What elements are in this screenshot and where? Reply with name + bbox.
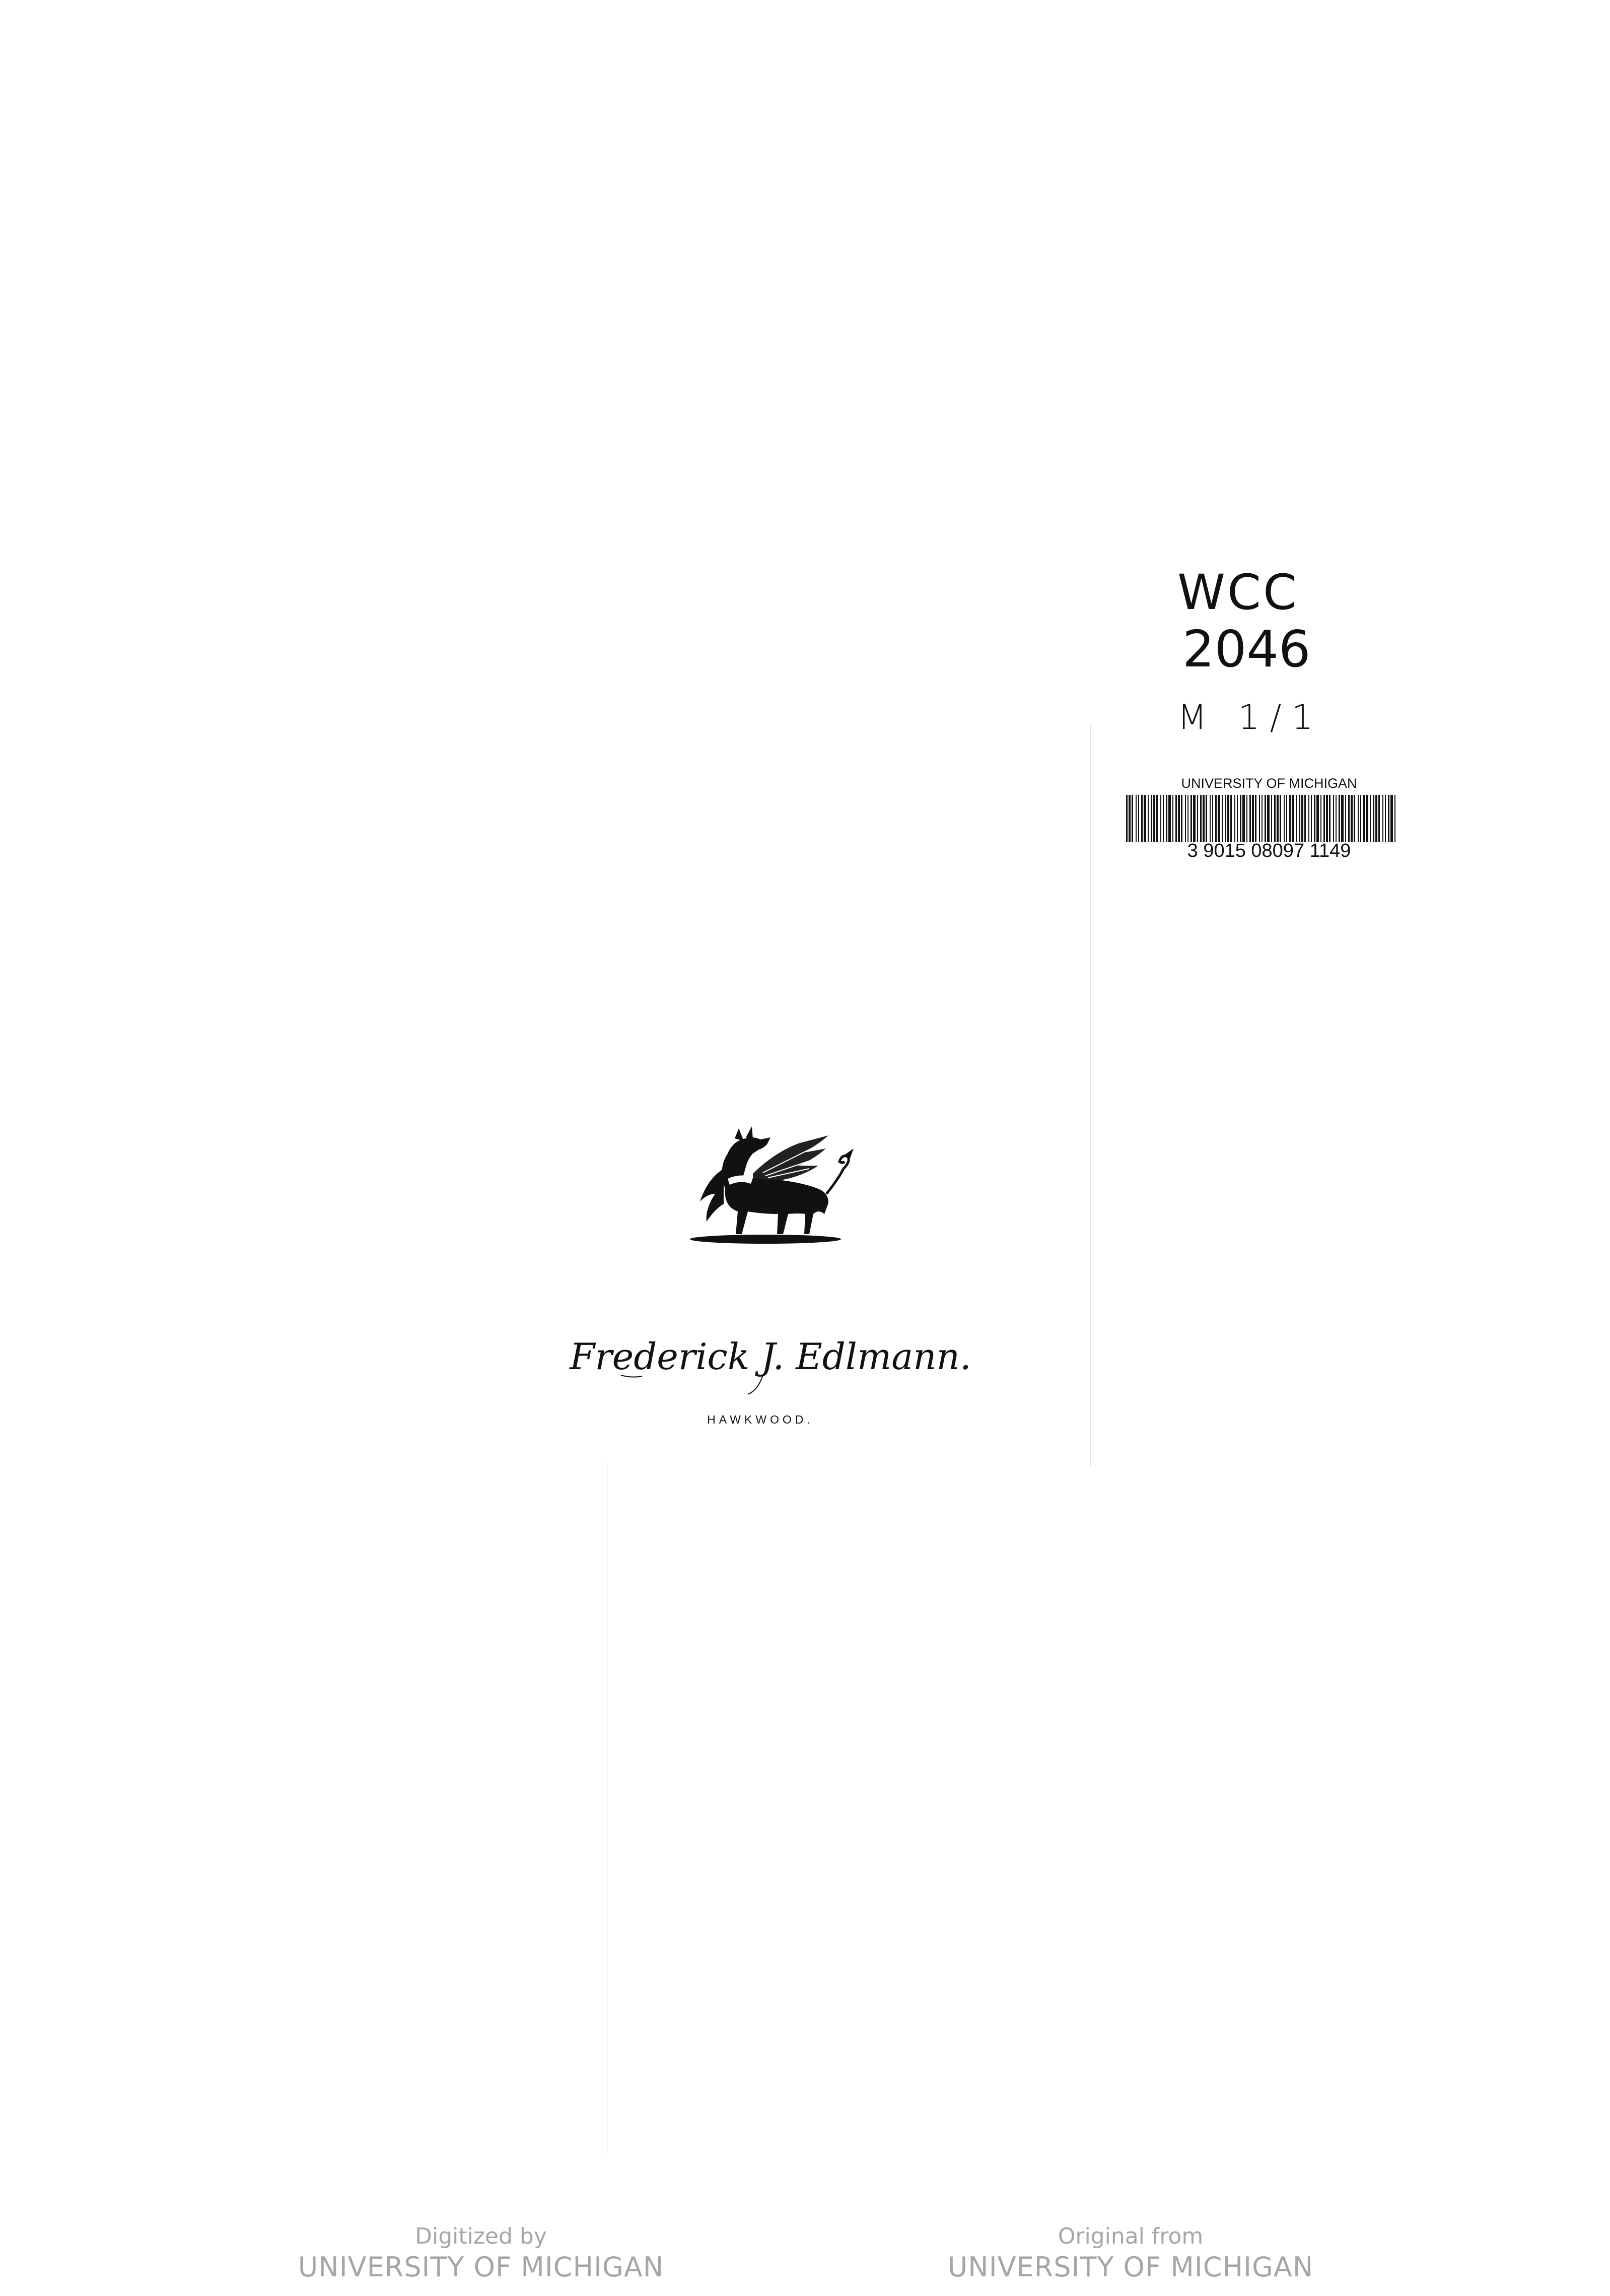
griffin-crest-icon bbox=[677, 1113, 854, 1249]
barcode-bar bbox=[1175, 795, 1177, 842]
barcode-bar bbox=[1390, 795, 1393, 842]
barcode-bar bbox=[1163, 795, 1164, 842]
barcode-bar bbox=[1385, 795, 1386, 842]
barcode-bar bbox=[1249, 795, 1251, 842]
barcode-bar bbox=[1212, 795, 1213, 842]
barcode-bar bbox=[1206, 795, 1207, 842]
barcode-bar bbox=[1378, 795, 1380, 842]
barcode-bar bbox=[1242, 795, 1245, 842]
barcode-bar bbox=[1301, 795, 1303, 842]
barcode-bar bbox=[1373, 795, 1374, 842]
barcode-bar bbox=[1366, 795, 1368, 842]
barcode-bar bbox=[1141, 795, 1143, 842]
scan-edge-left bbox=[607, 1461, 608, 2156]
barcode-bar bbox=[1348, 795, 1350, 842]
barcode-icon bbox=[1126, 795, 1397, 842]
barcode-bar bbox=[1160, 795, 1161, 842]
barcode-bar bbox=[1138, 795, 1139, 842]
barcode-bar bbox=[1255, 795, 1256, 842]
barcode-bar bbox=[1136, 795, 1137, 842]
barcode-bar bbox=[1316, 795, 1319, 842]
barcode-bar bbox=[1360, 795, 1361, 842]
barcode-bar bbox=[1354, 795, 1355, 842]
barcode-bar bbox=[1304, 795, 1306, 842]
barcode-bar bbox=[1333, 795, 1334, 842]
barcode-bar bbox=[1156, 795, 1158, 842]
barcode-bar bbox=[1375, 795, 1377, 842]
barcode-bar bbox=[1265, 795, 1266, 842]
barcode-bar bbox=[1200, 795, 1202, 842]
footer-digitized-institution: UNIVERSITY OF MICHIGAN bbox=[298, 2251, 664, 2283]
barcode-bar bbox=[1132, 795, 1133, 842]
barcode-bar bbox=[1339, 795, 1340, 842]
footer-original-label: Original from bbox=[1058, 2223, 1204, 2249]
barcode-bar bbox=[1274, 795, 1276, 842]
bookplate-place: HAWKWOOD. bbox=[707, 1413, 814, 1426]
barcode-bar bbox=[1259, 795, 1260, 842]
barcode-bar bbox=[1148, 795, 1149, 842]
barcode-bar bbox=[1382, 795, 1383, 842]
barcode-bar bbox=[1237, 795, 1238, 842]
footer-original-from bbox=[904, 2222, 1357, 2284]
barcode-bar bbox=[1308, 795, 1309, 842]
barcode-bar bbox=[1153, 795, 1155, 842]
barcode-bar bbox=[1280, 795, 1281, 842]
barcode-number: 3 9015 08097 1149 bbox=[1187, 840, 1351, 861]
barcode-bar bbox=[1329, 795, 1331, 842]
barcode-bar bbox=[1262, 795, 1263, 842]
barcode-bar bbox=[1129, 795, 1131, 842]
barcode-bar bbox=[1286, 795, 1287, 842]
barcode-bar bbox=[1341, 795, 1344, 842]
barcode-bar bbox=[1218, 795, 1220, 842]
barcode-bar bbox=[1345, 795, 1346, 842]
barcode-bar bbox=[1240, 795, 1241, 842]
barcode-bar bbox=[1284, 795, 1285, 842]
call-number-line-1: WCC bbox=[1177, 564, 1299, 621]
barcode-bar bbox=[1326, 795, 1328, 842]
barcode-bar bbox=[1296, 795, 1297, 842]
barcode-bar bbox=[1292, 795, 1294, 842]
barcode-bar bbox=[1193, 795, 1196, 842]
barcode-bar bbox=[1267, 795, 1270, 842]
footer-digitized-label: Digitized by bbox=[415, 2223, 547, 2249]
barcode-bar bbox=[1225, 795, 1226, 842]
barcode-bar bbox=[1230, 795, 1232, 842]
barcode-bar bbox=[1311, 795, 1312, 842]
barcode-bar bbox=[1215, 795, 1217, 842]
barcode-bar bbox=[1323, 795, 1325, 842]
barcode-bar bbox=[1277, 795, 1279, 842]
footer-original-institution: UNIVERSITY OF MICHIGAN bbox=[947, 2251, 1314, 2283]
barcode-bar bbox=[1363, 795, 1365, 842]
barcode-bar bbox=[1172, 795, 1173, 842]
barcode-bar bbox=[1168, 795, 1171, 842]
barcode-bar bbox=[1191, 795, 1192, 842]
barcode-bar bbox=[1197, 795, 1198, 842]
barcode-bar bbox=[1187, 795, 1188, 842]
barcode-bar bbox=[1336, 795, 1337, 842]
barcode-bar bbox=[1271, 795, 1272, 842]
barcode-bar bbox=[1351, 795, 1353, 842]
owner-signature-text: Frederick J. Edlmann. bbox=[570, 1335, 971, 1378]
barcode-bar bbox=[1394, 795, 1395, 842]
barcode-bar bbox=[1289, 795, 1291, 842]
barcode-bar bbox=[1151, 795, 1152, 842]
barcode-bar bbox=[1185, 795, 1186, 842]
scan-edge-vertical bbox=[1090, 725, 1091, 1466]
owner-signature bbox=[570, 1330, 971, 1395]
barcode-label: UNIVERSITY OF MICHIGAN bbox=[1181, 776, 1357, 791]
barcode-bar bbox=[1320, 795, 1321, 842]
barcode-bar bbox=[1166, 795, 1167, 842]
barcode-bar bbox=[1370, 795, 1371, 842]
barcode-bar bbox=[1222, 795, 1223, 842]
barcode-bar bbox=[1234, 795, 1235, 842]
barcode-bar bbox=[1144, 795, 1146, 842]
barcode-bar bbox=[1181, 795, 1182, 842]
barcode-bar bbox=[1388, 795, 1389, 842]
footer-digitized-by bbox=[254, 2222, 708, 2284]
barcode-bar bbox=[1126, 795, 1128, 842]
call-number-line-3: M 1/1 bbox=[1177, 698, 1323, 737]
barcode-bar bbox=[1358, 795, 1359, 842]
barcode-bar bbox=[1227, 795, 1229, 842]
barcode-bar bbox=[1178, 795, 1180, 842]
barcode-bar bbox=[1203, 795, 1205, 842]
barcode-bar bbox=[1299, 795, 1300, 842]
barcode-bar bbox=[1210, 795, 1211, 842]
barcode-bar bbox=[1246, 795, 1247, 842]
call-number-line-2: 2046 bbox=[1182, 620, 1311, 679]
barcode-bar bbox=[1314, 795, 1315, 842]
barcode-bar bbox=[1252, 795, 1254, 842]
